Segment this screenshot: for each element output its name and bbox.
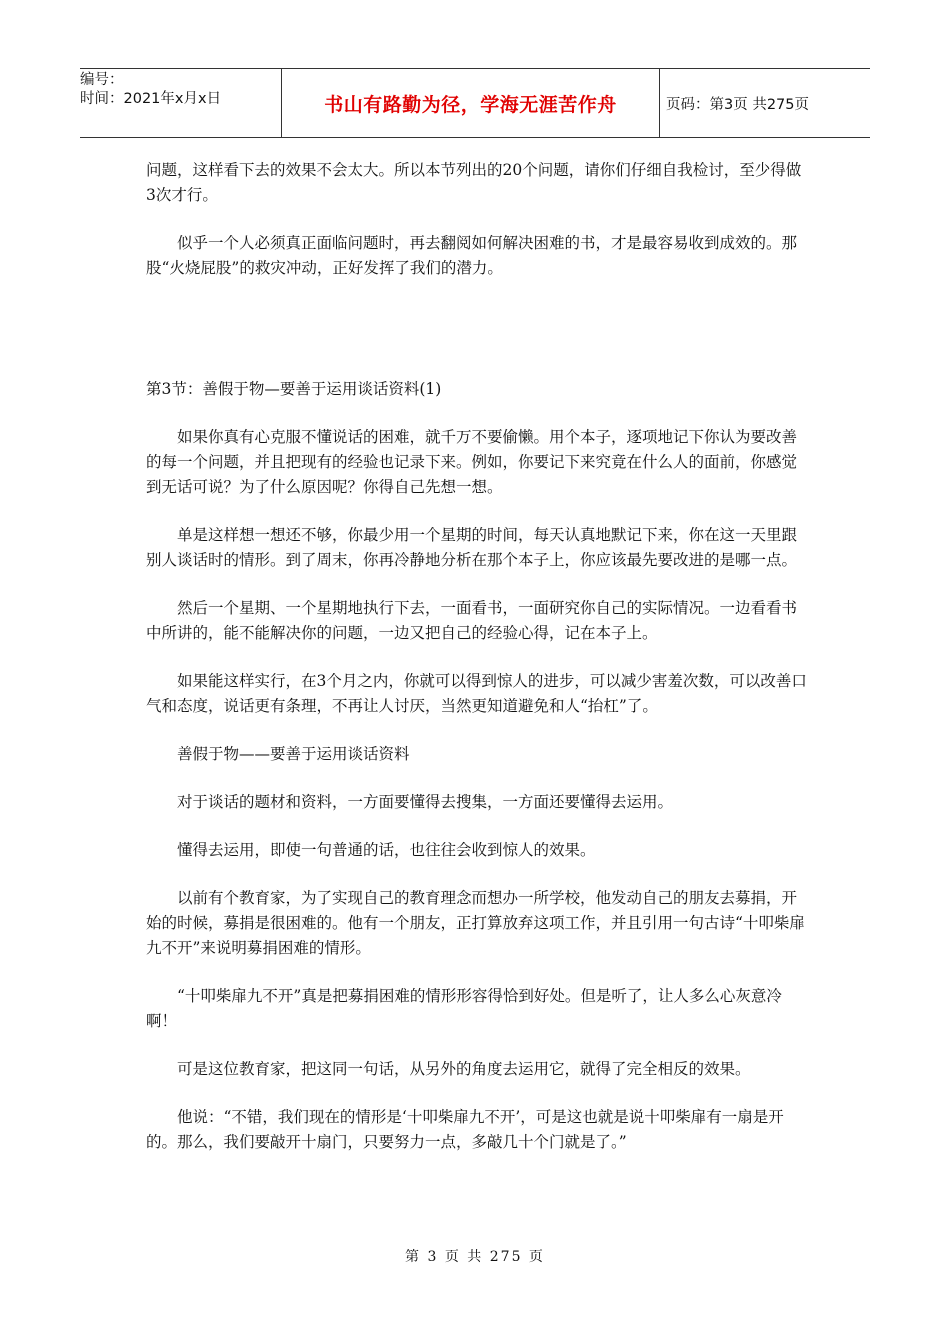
paragraph: 对于谈话的题材和资料，一方面要懂得去搜集，一方面还要懂得去运用。	[177, 793, 674, 811]
paragraph: “十叩柴扉九不开”真是把募捐困难的情形形容得恰到好处。但是听了，让人多么心灰意冷啊！	[146, 987, 782, 1030]
document-body	[146, 158, 810, 1155]
paragraph: 如果你真有心克服不懂说话的困难，就千万不要偷懒。用个本子，逐项地记下你认为要改善的每一个问题，并且把现有的经验也记录下来。例如，你要记下来究竟在什么人的面前，你感觉到无话可说？为了什么原因呢？你得自己先想一想。	[146, 428, 798, 496]
paragraph: 他说：“不错，我们现在的情形是‘十叩柴扉九不开’，可是这也就是说十叩柴扉有一扇是开的。那么，我们要敲开十扇门，只要努力一点，多敲几十个门就是了。”	[146, 1108, 784, 1151]
paragraph: 单是这样想一想还不够，你最少用一个星期的时间，每天认真地默记下来，你在这一天里跟别人谈话时的情形。到了周末，你再冷静地分析在那个本子上，你应该最先要改进的是哪一点。	[146, 526, 798, 569]
header-meta-cell	[80, 69, 282, 137]
page-footer: 第 3 页 共 275 页	[405, 1249, 545, 1265]
document-number-label: 编号：	[80, 72, 124, 88]
paragraph: 以前有个教育家，为了实现自己的教育理念而想办一所学校，他发动自己的朋友去募捐，开始的时候，募捐是很困难的。他有一个朋友，正打算放弃这项工作，并且引用一句古诗“十叩柴扉九不开”来说明募捐困难的情形。	[146, 889, 805, 957]
paragraph: 懂得去运用，即使一句普通的话，也往往会收到惊人的效果。	[177, 841, 596, 859]
header-page-label: 页码：第3页 共275页	[666, 96, 810, 113]
paragraph: 然后一个星期、一个星期地执行下去，一面看书，一面研究你自己的实际情况。一边看看书中所讲的，能不能解决你的问题，一边又把自己的经验心得，记在本子上。	[146, 599, 798, 642]
paragraph: 如果能这样实行，在3个月之内，你就可以得到惊人的进步，可以减少害羞次数，可以改善口气和态度，说话更有条理，不再让人讨厌，当然更知道避免和人“抬杠”了。	[146, 672, 807, 715]
paragraph: 问题，这样看下去的效果不会太大。所以本节列出的20个问题，请你们仔细自我检讨，至少得做3次才行。	[146, 161, 802, 204]
paragraph: 似乎一个人必须真正面临问题时，再去翻阅如何解决困难的书，才是最容易收到成效的。那股“火烧屁股”的救灾冲动，正好发挥了我们的潜力。	[146, 234, 798, 277]
paragraph: 可是这位教育家，把这同一句话，从另外的角度去运用它，就得了完全相反的效果。	[177, 1060, 751, 1078]
document-date-label: 时间：2021年x月x日	[80, 91, 222, 107]
subheading: 善假于物——要善于运用谈话资料	[177, 745, 410, 763]
header-motto: 书山有路勤为径，学海无涯苦作舟	[282, 69, 660, 137]
document-header	[80, 68, 870, 138]
section-heading: 第3节：善假于物—要善于运用谈话资料(1)	[146, 380, 442, 398]
